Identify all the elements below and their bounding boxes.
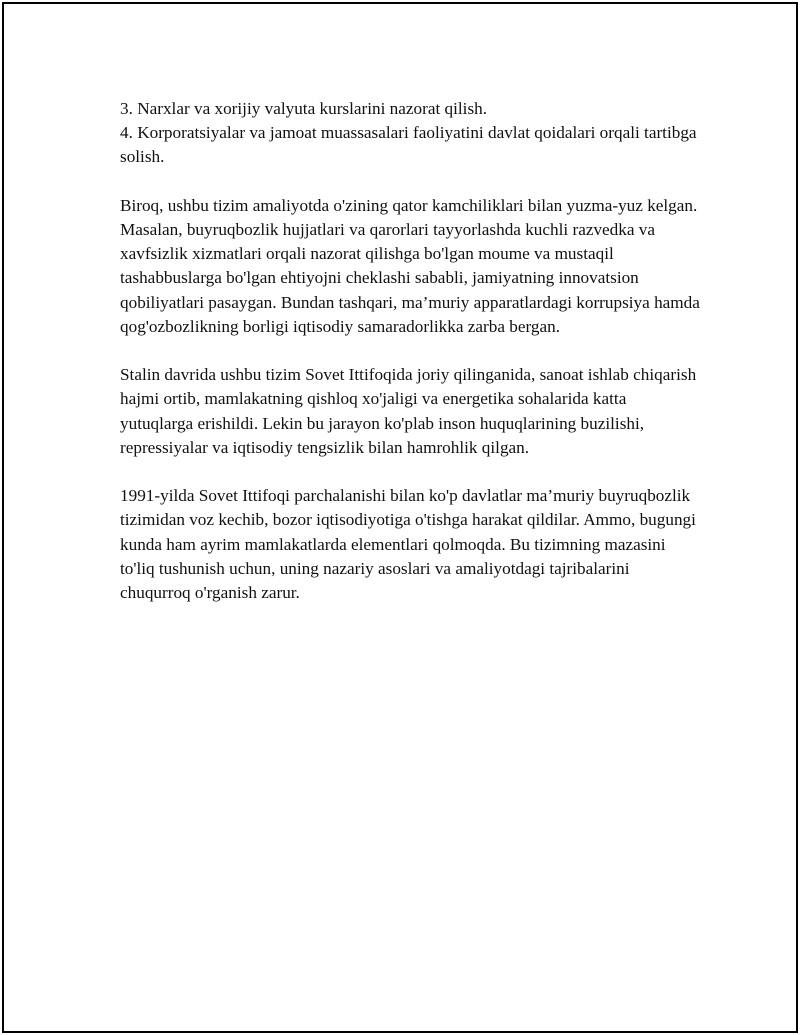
paragraph-shortcomings: Biroq, ushbu tizim amaliyotda o'zining qator kamchiliklari bilan yuzma-yuz kelgan. Masalan, buyruqbozlik hujjatlari va qarorlari tayyorlashda kuchli razvedka va xavfsizlik xizmatlari orqali nazorat qilishga bo'lgan moume va mustaqil tashabbuslarga bo'lgan ehtiyojni cheklashi sababli, jamiyatning innovatsion qobiliyatlari pasaygan. Bundan tashqari, ma’muriy apparatlardagi korrupsiya hamda qog'ozbozlikning borligi iqtisodiy samaradorlikka zarba bergan. <box>120 195 700 336</box>
list-item-4: 4. Korporatsiyalar va jamoat muassasalari faoliyatini davlat qoidalari orqali tartibga solish. <box>120 123 697 167</box>
document-body <box>120 97 700 629</box>
document-page <box>2 2 798 1033</box>
paragraph-1991: 1991-yilda Sovet Ittifoqi parchalanishi bilan ko'p davlatlar ma’muriy buyruqbozlik tizimidan voz kechib, bozor iqtisodiyotiga o'tishga harakat qildilar. Ammo, bugungi kunda ham ayrim mamlakatlarda elementlari qolmoqda. Bu tizimning mazasini to'liq tushunish uchun, uning nazariy asoslari va amaliyotdagi tajribalarini chuqurroq o'rganish zarur. <box>120 486 696 603</box>
numbered-list <box>120 97 700 170</box>
paragraph-stalin-era: Stalin davrida ushbu tizim Sovet Ittifoqida joriy qilinganida, sanoat ishlab chiqarish hajmi ortib, mamlakatning qishloq xo'jaligi va energetika sohalarida katta yutuqlarga erishildi. Lekin bu jarayon ko'plab inson huquqlarining buzilishi, repressiyalar va iqtisodiy tengsizlik bilan hamrohlik qilgan. <box>120 365 697 457</box>
list-item-3: 3. Narxlar va xorijiy valyuta kurslarini nazorat qilish. <box>120 99 488 118</box>
